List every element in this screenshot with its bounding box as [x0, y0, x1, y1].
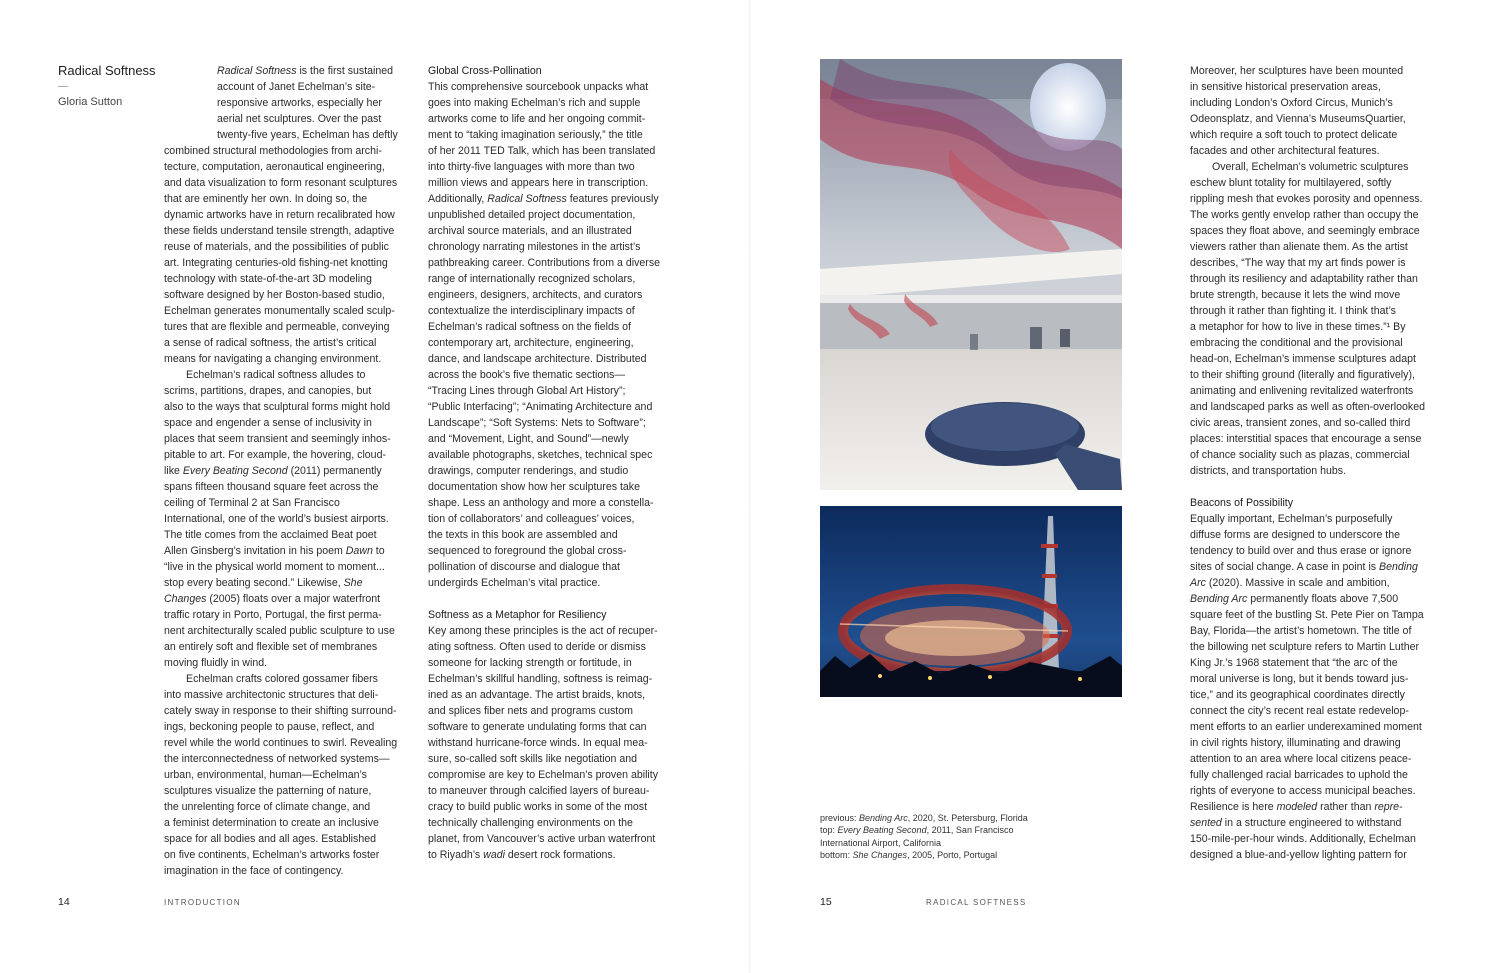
text-line: fully challenged racial barricades to uphold the — [1190, 769, 1408, 781]
text-line: on five continents, Echelman’s artworks foster — [164, 849, 380, 861]
text-line: a metaphor for how to live in these times.”¹ By — [1190, 321, 1406, 333]
text-line: technically challenging environments on the — [428, 817, 633, 829]
text-line: and landscaped parks as well as often-overlooked — [1190, 401, 1425, 413]
text-line: Additionally, Radical Softness features previously — [428, 193, 659, 205]
text-line: including London’s Oxford Circus, Munich’s — [1190, 97, 1393, 109]
text-line: Odeonsplatz, and Vienna’s MuseumsQuartier, — [1190, 113, 1406, 125]
text-line: of chance sociality such as plazas, commercial — [1190, 449, 1410, 461]
text-line: reuse of materials, and the possibilities of public — [164, 241, 389, 253]
text-line: ined as an advantage. The artist braids, knots, — [428, 689, 646, 701]
text-line: Resilience is here modeled rather than repre- — [1190, 801, 1403, 813]
text-line: cracy to build public works in some of the most — [428, 801, 648, 813]
text-line: of her 2011 TED Talk, which has been translated — [428, 145, 656, 157]
airport-terminal-image — [820, 59, 1122, 490]
text-line: tion of collaborators’ and colleagues’ voices, — [428, 513, 635, 525]
text-line: an entirely soft and flexible set of membranes — [164, 641, 378, 653]
text-line: the interconnectedness of networked systems— — [164, 753, 390, 765]
text-line: Moreover, her sculptures have been mounted — [1190, 65, 1404, 77]
text-line: Echelman’s skillful handling, softness is reimag- — [428, 673, 653, 685]
text-line: designed a blue-and-yellow lighting pattern for — [1190, 849, 1407, 861]
chapter-title: Radical Softness — [58, 63, 156, 78]
title-rule: — — [58, 81, 68, 92]
text-line: “Public Interfacing”; “Animating Architecture and — [428, 401, 653, 413]
section-subheading: Global Cross-Pollination — [428, 65, 542, 77]
text-line: in civil rights history, illuminating and drawing — [1190, 737, 1401, 749]
photo-she-changes — [820, 506, 1122, 697]
text-line: to maneuver through calcified layers of bureau- — [428, 785, 650, 797]
text-line: and splices fiber nets and programs custom — [428, 705, 633, 717]
text-line: shape. Less an anthology and more a constella- — [428, 497, 654, 509]
text-line: Bending Arc permanently floats above 7,500 — [1190, 593, 1399, 605]
text-line: art. Integrating centuries-old fishing-net knotting — [164, 257, 388, 269]
photo-caption — [820, 812, 1028, 861]
text-line: describes, “The way that my art finds power is — [1190, 257, 1406, 269]
text-line: dynamic artworks have in return recalibrated how — [164, 209, 395, 221]
text-line: ment to “taking imagination seriously,” the title — [428, 129, 643, 141]
text-line: contemporary art, architecture, engineering, — [428, 337, 634, 349]
running-head-left: INTRODUCTION — [164, 898, 241, 907]
text-line: million views and appears here in transcription. — [428, 177, 649, 189]
text-line: the unrelenting force of climate change, and — [164, 801, 371, 813]
text-line: technology with state-of-the-art 3D modeling — [164, 273, 372, 285]
body-column-3 — [1190, 63, 1425, 863]
text-line: space for all bodies and all ages. Established — [164, 833, 377, 845]
text-line: ings, beckoning people to pause, reflect, and — [164, 721, 375, 733]
text-line: cately sway in response to their shifting surround- — [164, 705, 397, 717]
photo-every-beating-second — [820, 59, 1122, 490]
text-line: Landscape”; “Soft Systems: Nets to Software”; — [428, 417, 646, 429]
text-line: range of internationally recognized scholars, — [428, 273, 636, 285]
text-line: ment efforts to an earlier underexamined moment — [1190, 721, 1422, 733]
text-line: “Tracing Lines through Global Art History”; — [428, 385, 626, 397]
text-line: Equally important, Echelman’s purposefully — [1190, 513, 1393, 525]
text-line: in sensitive historical preservation areas, — [1190, 81, 1381, 93]
text-line: Radical Softness is the first sustained — [217, 65, 394, 77]
text-line: contextualize the interdisciplinary impacts of — [428, 305, 635, 317]
text-line: through it rather than fighting it. I think that’s — [1190, 305, 1396, 317]
porto-night-image — [820, 506, 1122, 697]
text-line: account of Janet Echelman’s site- — [217, 81, 376, 93]
text-line: that are eminently her own. In doing so, the — [164, 193, 368, 205]
text-line: tice,” and its geographical coordinates directly — [1190, 689, 1405, 701]
text-line: tendency to build over and thus erase or ignore — [1190, 545, 1412, 557]
text-line: to their shifting ground (literally and figuratively), — [1190, 369, 1415, 381]
text-line: space and engender a sense of inclusivity in — [164, 417, 372, 429]
text-line: Echelman’s radical softness alludes to — [186, 369, 366, 381]
section-subheading: Softness as a Metaphor for Resiliency — [428, 609, 607, 621]
text-line: ating softness. Often used to deride or dismiss — [428, 641, 646, 653]
text-line: places that seem transient and seemingly inhos- — [164, 433, 391, 445]
text-line: districts, and transportation hubs. — [1190, 465, 1347, 477]
text-line: diffuse forms are designed to underscore the — [1190, 529, 1401, 541]
text-line: attention to an area where local citizens peace- — [1190, 753, 1412, 765]
text-line: twenty-five years, Echelman has deftly — [217, 129, 398, 141]
text-line: and data visualization to form resonant sculptures — [164, 177, 398, 189]
text-line: brute strength, because it lets the wind move — [1190, 289, 1401, 301]
text-line: 150-mile-per-hour winds. Additionally, Echelman — [1190, 833, 1416, 845]
text-line: Changes (2005) floats over a major waterfront — [164, 593, 381, 605]
text-line: sented in a structure engineered to withstand — [1190, 817, 1402, 829]
text-line: responsive artworks, especially her — [217, 97, 382, 109]
text-line: head-on, Echelman’s immense sculptures adapt — [1190, 353, 1416, 365]
text-line: Allen Ginsberg’s invitation in his poem Dawn to — [164, 545, 385, 557]
text-line — [428, 591, 660, 607]
text-line: artworks come to life and her ongoing commit- — [428, 113, 646, 125]
text-line: Echelman crafts colored gossamer fibers — [186, 673, 378, 685]
text-line: embracing the conditional and the provisional — [1190, 337, 1403, 349]
text-line: through its resiliency and adaptability rather than — [1190, 273, 1418, 285]
text-line: these fields understand tensile strength, adaptive — [164, 225, 395, 237]
text-line — [1190, 479, 1425, 495]
text-line: eschew blunt totality for multilayered, softly — [1190, 177, 1392, 189]
text-line: Key among these principles is the act of recuper- — [428, 625, 658, 637]
text-line: goes into making Echelman’s rich and supple — [428, 97, 641, 109]
text-line: tecture, computation, aeronautical engineering, — [164, 161, 385, 173]
text-line: someone for lacking strength or fortitude, in — [428, 657, 632, 669]
text-line: Echelman’s radical softness on the fields of — [428, 321, 631, 333]
text-line: civic areas, transient zones, and so-called third — [1190, 417, 1411, 429]
text-line: software to generate undulating forms that can — [428, 721, 647, 733]
text-line: Bay, Florida—the artist’s hometown. The title of — [1190, 625, 1412, 637]
text-line: stop every beating second.” Likewise, She — [164, 577, 363, 589]
text-line: King Jr.’s 1968 statement that “the arc of the — [1190, 657, 1398, 669]
page-number-left: 14 — [58, 896, 70, 908]
text-line: like Every Beating Second (2011) permanently — [164, 465, 382, 477]
text-line: undergirds Echelman’s vital practice. — [428, 577, 601, 589]
text-line: into massive architectonic structures that deli- — [164, 689, 379, 701]
text-line: scrims, partitions, drapes, and canopies, but — [164, 385, 372, 397]
text-line: a sense of radical softness, the artist’s critical — [164, 337, 377, 349]
text-line: combined structural methodologies from archi- — [164, 145, 382, 157]
text-line: documentation show how her sculptures take — [428, 481, 640, 493]
text-line: This comprehensive sourcebook unpacks what — [428, 81, 649, 93]
text-line: spaces they float above, and seemingly embrace — [1190, 225, 1420, 237]
text-line: animating and enlivening revitalized waterfronts — [1190, 385, 1414, 397]
text-line: facades and other architectural features. — [1190, 145, 1380, 157]
text-line: available photographs, sketches, technical spec — [428, 449, 653, 461]
text-line: traffic rotary in Porto, Portugal, the first perma- — [164, 609, 382, 621]
text-line: “live in the physical world moment to moment... — [164, 561, 385, 573]
text-line: The title comes from the acclaimed Beat poet — [164, 529, 377, 541]
text-line: International, one of the world’s busiest airports. — [164, 513, 389, 525]
text-line: software designed by her Boston-based studio, — [164, 289, 385, 301]
text-line: sure, so-called soft skills like negotiation and — [428, 753, 638, 765]
text-line: square feet of the bustling St. Pete Pier on Tampa — [1190, 609, 1424, 621]
text-line: spans fifteen thousand square feet across the — [164, 481, 379, 493]
text-line: which require a soft touch to protect delicate — [1190, 129, 1398, 141]
text-line: ceiling of Terminal 2 at San Francisco — [164, 497, 340, 509]
text-line: sculptures visualize the patterning of nature, — [164, 785, 372, 797]
running-head-right: RADICAL SOFTNESS — [926, 898, 1027, 907]
page-number-right: 15 — [820, 896, 832, 908]
text-line: pathbreaking career. Contributions from a diverse — [428, 257, 661, 269]
text-line: tures that are flexible and permeable, conveying — [164, 321, 390, 333]
text-line: Arc (2020). Massive in scale and ambition, — [1190, 577, 1390, 589]
text-line: across the book’s five thematic sections— — [428, 369, 626, 381]
text-line: sites of social change. A case in point is Bending — [1190, 561, 1418, 573]
text-line: withstand hurricane-force winds. In equal mea- — [428, 737, 648, 749]
text-line: drawings, computer renderings, and studio — [428, 465, 629, 477]
text-line: chronology narrating milestones in the artist’s — [428, 241, 641, 253]
text-line: moving fluidly in wind. — [164, 657, 268, 669]
text-line: rights of everyone to access municipal beaches. — [1190, 785, 1416, 797]
text-line: pitable to art. For example, the hovering, cloud- — [164, 449, 386, 461]
body-column-2 — [428, 63, 660, 863]
text-line: pollination of discourse and dialogue that — [428, 561, 621, 573]
text-line: sequenced to foreground the global cross- — [428, 545, 627, 557]
text-line: nent architecturally scaled public sculpture to use — [164, 625, 395, 637]
text-line: unpublished detailed project documentation, — [428, 209, 636, 221]
text-line: also to the ways that sculptural forms might hold — [164, 401, 391, 413]
body-column-1 — [164, 63, 398, 879]
text-line: rippling mesh that evokes porosity and openness. — [1190, 193, 1423, 205]
author-name: Gloria Sutton — [58, 96, 123, 108]
text-line: to Riyadh’s wadi desert rock formations. — [428, 849, 616, 861]
text-line: compromise are key to Echelman’s proven ability — [428, 769, 659, 781]
text-line: places: interstitial spaces that encourage a sense — [1190, 433, 1422, 445]
caption-line: bottom: She Changes, 2005, Porto, Portugal — [820, 849, 998, 860]
section-subheading: Beacons of Possibility — [1190, 497, 1294, 509]
text-line: planet, from Vancouver’s active urban waterfront — [428, 833, 656, 845]
text-line: The works gently envelop rather than occupy the — [1190, 209, 1419, 221]
text-line: the billowing net sculpture refers to Martin Luther — [1190, 641, 1420, 653]
page-gutter — [749, 0, 751, 973]
caption-line: previous: Bending Arc, 2020, St. Petersburg, Florida — [820, 813, 1028, 823]
text-line: the texts in this book are assembled and — [428, 529, 618, 541]
caption-line: International Airport, California — [820, 837, 942, 848]
text-line: archival source materials, and an illustrated — [428, 225, 632, 237]
text-line: Overall, Echelman’s volumetric sculptures — [1212, 161, 1409, 173]
text-line: a feminist determination to create an inclusive — [164, 817, 379, 829]
text-line: connect the city’s recent real estate redevelop- — [1190, 705, 1409, 717]
text-line: means for navigating a changing environment. — [164, 353, 382, 365]
text-line: aerial net sculptures. Over the past — [217, 113, 382, 125]
text-line: urban, environmental, human—Echelman’s — [164, 769, 367, 781]
text-line: into thirty-five languages with more than two — [428, 161, 635, 173]
text-line: Echelman generates monumentally scaled sculp- — [164, 305, 395, 317]
text-line: imagination in the face of contingency. — [164, 865, 344, 877]
text-line: and “Movement, Light, and Sound”—newly — [428, 433, 629, 445]
text-line: moral universe is long, but it bends toward jus- — [1190, 673, 1409, 685]
text-line: revel while the world continues to swirl. Revealing — [164, 737, 398, 749]
text-line: viewers rather than alienate them. As the artist — [1190, 241, 1408, 253]
caption-line: top: Every Beating Second, 2011, San Francisco — [820, 825, 1014, 836]
text-line: engineers, designers, architects, and curators — [428, 289, 643, 301]
text-line: dance, and landscape architecture. Distributed — [428, 353, 647, 365]
